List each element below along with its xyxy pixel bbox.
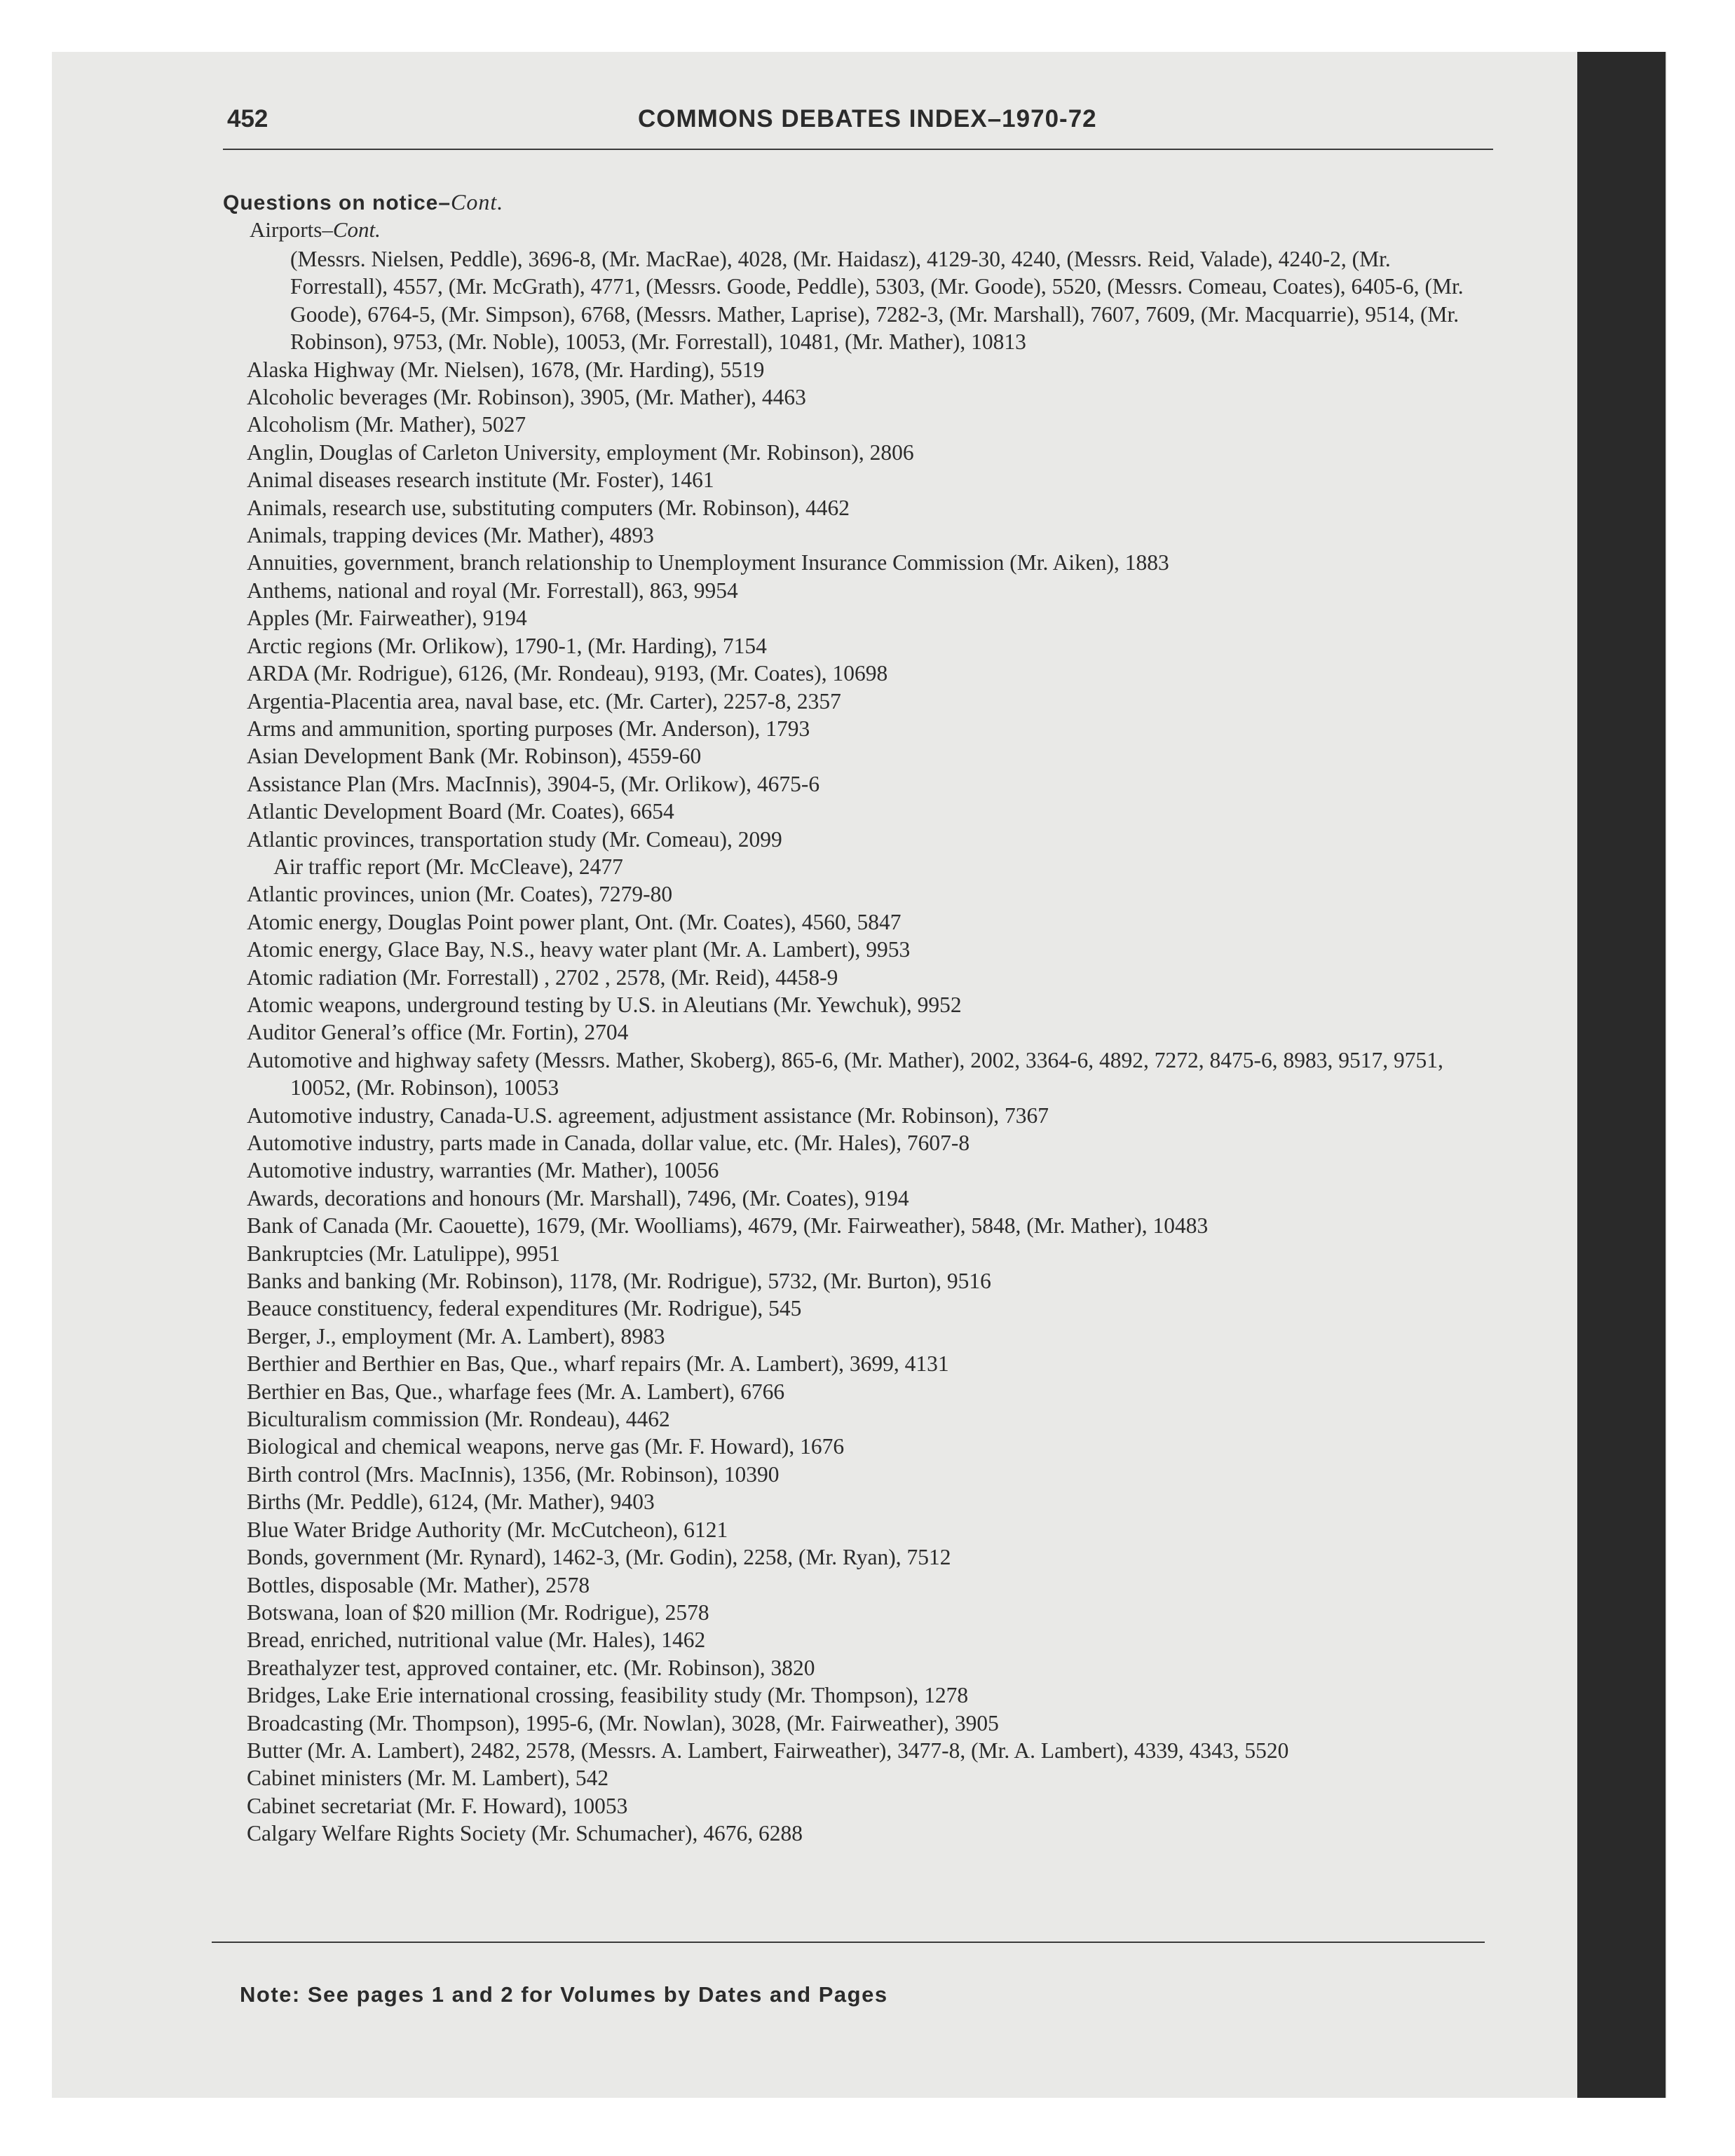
index-entry: Alcoholic beverages (Mr. Robinson), 3905, (Mr. Mather), 4463 <box>247 385 806 410</box>
index-entry: Annuities, government, branch relationship to Unemployment Insurance Commission (Mr. Aiken), 1883 <box>247 550 1169 575</box>
subheading-text: Airports– <box>250 217 333 242</box>
index-entry: Cabinet ministers (Mr. M. Lambert), 542 <box>247 1766 609 1791</box>
index-entry: Bottles, disposable (Mr. Mather), 2578 <box>247 1572 590 1597</box>
index-entry: Automotive industry, warranties (Mr. Mather), 10056 <box>247 1158 719 1183</box>
index-entries <box>247 245 1481 1848</box>
index-entry: Bonds, government (Mr. Rynard), 1462-3, (Mr. Godin), 2258, (Mr. Ryan), 7512 <box>247 1545 951 1570</box>
index-entry: Animals, research use, substituting computers (Mr. Robinson), 4462 <box>247 495 850 520</box>
index-entry: Bankruptcies (Mr. Latulippe), 9951 <box>247 1241 561 1266</box>
index-entry: Berthier en Bas, Que., wharfage fees (Mr. A. Lambert), 6766 <box>247 1379 785 1404</box>
index-entry: Beauce constituency, federal expenditures (Mr. Rodrigue), 545 <box>247 1296 802 1321</box>
header-rule <box>223 149 1493 150</box>
subheading <box>250 217 381 243</box>
index-entry: Cabinet secretariat (Mr. F. Howard), 10053 <box>247 1793 628 1818</box>
index-entry: Banks and banking (Mr. Robinson), 1178, (Mr. Rodrigue), 5732, (Mr. Burton), 9516 <box>247 1269 991 1294</box>
index-entry: Breathalyzer test, approved container, etc. (Mr. Robinson), 3820 <box>247 1655 815 1680</box>
index-entry: Birth control (Mrs. MacInnis), 1356, (Mr. Robinson), 10390 <box>247 1461 780 1487</box>
index-entry: Berthier and Berthier en Bas, Que., wharf repairs (Mr. A. Lambert), 3699, 4131 <box>247 1351 949 1377</box>
index-entry: Awards, decorations and honours (Mr. Marshall), 7496, (Mr. Coates), 9194 <box>247 1185 909 1210</box>
page-number: 452 <box>227 105 268 132</box>
index-entry: Automotive and highway safety (Messrs. Mather, Skoberg), 865-6, (Mr. Mather), 2002, 3364-6, 4892, 7272, 8475-6, 8983, 9517, 9751, 10052, (Mr. Robinson), 10053 <box>247 1047 1443 1100</box>
index-entry: Atomic radiation (Mr. Forrestall) , 2702 , 2578, (Mr. Reid), 4458-9 <box>247 964 838 990</box>
section-heading-text: Questions on notice– <box>223 191 451 214</box>
continuation-entry: (Messrs. Nielsen, Peddle), 3696-8, (Mr. MacRae), 4028, (Mr. Haidasz), 4129-30, 4240, (Messrs. Reid, Valade), 4240-2, (Mr. Forrestall), 4557, (Mr. McGrath), 4771, (Messrs. Goode, Peddle), 5303, (Mr. Goode), 5520, (Messrs. Comeau, Coates), 6405-6, (Mr. Goode), 6764-5, (Mr. Simpson), 6768, (Messrs. Mather, Laprise), 7282-3, (Mr. Marshall), 7607, 7609, (Mr. Macquarrie), 9514, (Mr. Robinson), 9753, (Mr. Noble), 10053, (Mr. Forrestall), 10481, (Mr. Mather), 10813 <box>290 247 1464 355</box>
index-entry: Automotive industry, parts made in Canada, dollar value, etc. (Mr. Hales), 7607-8 <box>247 1131 970 1155</box>
index-entry: Atomic energy, Douglas Point power plant, Ont. (Mr. Coates), 4560, 5847 <box>247 909 901 934</box>
index-entry: Auditor General’s office (Mr. Fortin), 2704 <box>247 1020 629 1045</box>
index-entry: Asian Development Bank (Mr. Robinson), 4559-60 <box>247 744 702 769</box>
index-entry: Atlantic provinces, transportation study (Mr. Comeau), 2099 <box>247 826 782 852</box>
index-entry: Biculturalism commission (Mr. Rondeau), 4462 <box>247 1407 670 1432</box>
index-entry: Animal diseases research institute (Mr. Foster), 1461 <box>247 468 714 493</box>
index-entry: Botswana, loan of $20 million (Mr. Rodrigue), 2578 <box>247 1599 709 1625</box>
section-heading <box>223 189 503 215</box>
index-entry: Berger, J., employment (Mr. A. Lambert), 8983 <box>247 1323 665 1349</box>
index-entry: Arctic regions (Mr. Orlikow), 1790-1, (Mr. Harding), 7154 <box>247 633 767 658</box>
index-entry: Broadcasting (Mr. Thompson), 1995-6, (Mr. Nowlan), 3028, (Mr. Fairweather), 3905 <box>247 1710 999 1735</box>
index-entry: ARDA (Mr. Rodrigue), 6126, (Mr. Rondeau), 9193, (Mr. Coates), 10698 <box>247 661 888 686</box>
index-entry: Alcoholism (Mr. Mather), 5027 <box>247 412 526 437</box>
index-entry: Calgary Welfare Rights Society (Mr. Schumacher), 4676, 6288 <box>247 1821 803 1846</box>
index-entry: Atlantic Development Board (Mr. Coates), 6654 <box>247 799 674 824</box>
index-entry: Assistance Plan (Mrs. MacInnis), 3904-5, (Mr. Orlikow), 4675-6 <box>247 771 820 796</box>
footer-note: Note: See pages 1 and 2 for Volumes by Dates and Pages <box>240 1982 888 2007</box>
index-entry: Atomic energy, Glace Bay, N.S., heavy water plant (Mr. A. Lambert), 9953 <box>247 937 911 962</box>
index-entry: Atomic weapons, underground testing by U.S. in Aleutians (Mr. Yewchuk), 9952 <box>247 992 962 1017</box>
index-entry: Apples (Mr. Fairweather), 9194 <box>247 606 527 631</box>
index-entry: Argentia-Placentia area, naval base, etc. (Mr. Carter), 2257-8, 2357 <box>247 688 841 714</box>
index-entry: Automotive industry, Canada-U.S. agreement, adjustment assistance (Mr. Robinson), 7367 <box>247 1103 1049 1128</box>
index-entry: Blue Water Bridge Authority (Mr. McCutcheon), 6121 <box>247 1517 728 1542</box>
index-entry: Arms and ammunition, sporting purposes (Mr. Anderson), 1793 <box>247 716 810 741</box>
index-entry: Bread, enriched, nutritional value (Mr. Hales), 1462 <box>247 1628 706 1653</box>
subheading-cont: Cont. <box>332 217 381 242</box>
index-subentry: Air traffic report (Mr. McCleave), 2477 <box>273 854 623 879</box>
index-entry: Atlantic provinces, union (Mr. Coates), 7279-80 <box>247 882 673 907</box>
page-edge-shadow <box>1577 52 1666 2098</box>
index-entry: Anthems, national and royal (Mr. Forrestall), 863, 9954 <box>247 578 738 603</box>
index-entry: Anglin, Douglas of Carleton University, employment (Mr. Robinson), 2806 <box>247 439 914 465</box>
index-entry: Bridges, Lake Erie international crossing, feasibility study (Mr. Thompson), 1278 <box>247 1683 969 1708</box>
index-entry: Biological and chemical weapons, nerve gas (Mr. F. Howard), 1676 <box>247 1434 845 1459</box>
section-heading-cont: Cont. <box>451 189 504 214</box>
index-entry: Births (Mr. Peddle), 6124, (Mr. Mather), 9403 <box>247 1489 655 1515</box>
index-entry: Animals, trapping devices (Mr. Mather), 4893 <box>247 523 654 548</box>
footer-rule <box>212 1942 1485 1943</box>
index-entry: Alaska Highway (Mr. Nielsen), 1678, (Mr. Harding), 5519 <box>247 357 765 382</box>
index-entry: Butter (Mr. A. Lambert), 2482, 2578, (Messrs. A. Lambert, Fairweather), 3477-8, (Mr. A. Lambert), 4339, 4343, 5520 <box>247 1738 1289 1763</box>
index-entry: Bank of Canada (Mr. Caouette), 1679, (Mr. Woolliams), 4679, (Mr. Fairweather), 5848, (Mr. Mather), 10483 <box>247 1213 1209 1239</box>
running-head: COMMONS DEBATES INDEX–1970-72 <box>638 105 1097 132</box>
